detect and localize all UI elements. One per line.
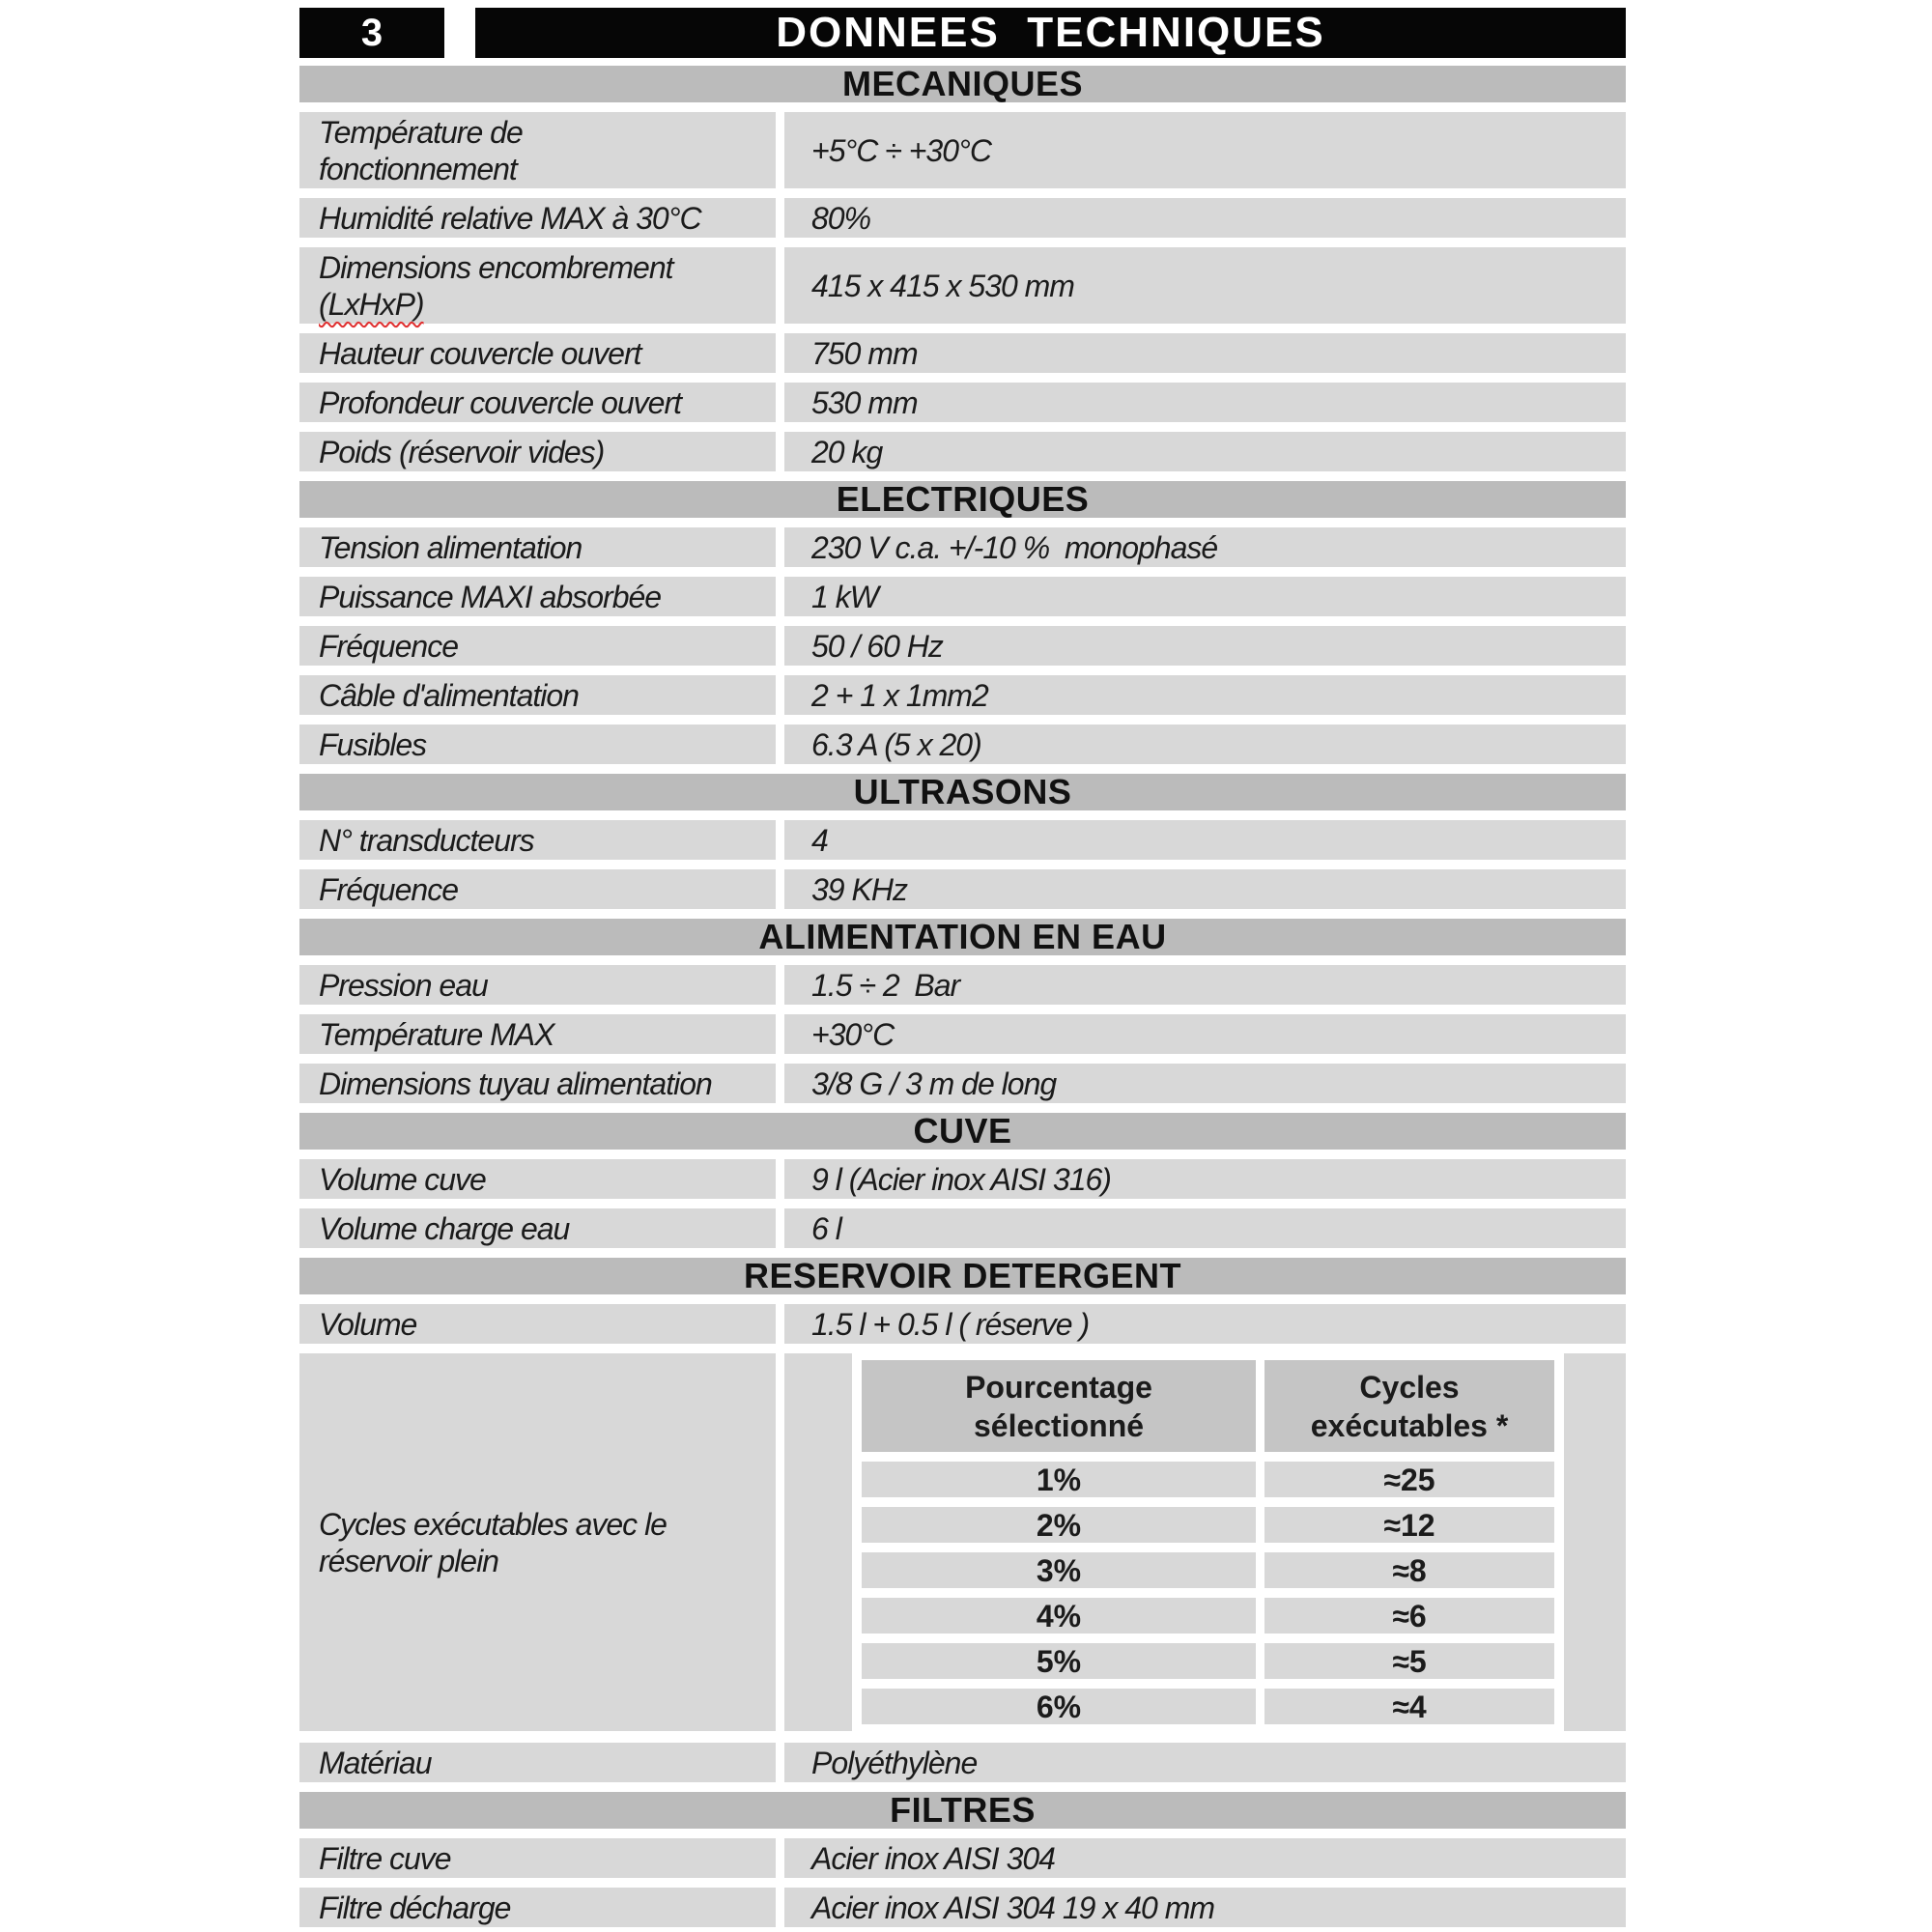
percent-cell: 2% (862, 1507, 1256, 1543)
row-label: Humidité relative MAX à 30°C (299, 198, 776, 238)
row-label: Hauteur couvercle ouvert (299, 333, 776, 373)
label-lines: Dimensions encombrement (LxHxP) (319, 249, 673, 322)
row-label (299, 1353, 776, 1731)
nested-table-row (862, 1689, 1554, 1724)
column-header-cycles: Cycles exécutables * (1264, 1360, 1554, 1452)
table-row (299, 724, 1626, 764)
section-header-cuve: CUVE (299, 1113, 1626, 1150)
nested-table-row (862, 1507, 1554, 1543)
table-row (299, 1208, 1626, 1248)
outer-cell-right-strip (1564, 1353, 1626, 1731)
row-label: Câble d'alimentation (299, 675, 776, 715)
row-value: 415 x 415 x 530 mm (784, 247, 1626, 324)
table-row (299, 965, 1626, 1005)
nested-table-row (862, 1643, 1554, 1679)
row-label (299, 112, 776, 188)
cycles-cell: ≈8 (1264, 1552, 1554, 1588)
row-value: Acier inox AISI 304 19 x 40 mm (784, 1888, 1626, 1927)
spellcheck-underline: (LxHxP) (319, 286, 424, 322)
row-label: Température MAX (299, 1014, 776, 1054)
row-value: +5°C ÷ +30°C (784, 112, 1626, 188)
row-value: 1.5 l + 0.5 l ( réserve ) (784, 1304, 1626, 1344)
nested-table-row (862, 1552, 1554, 1588)
chapter-title-row (299, 8, 1626, 58)
nested-header-row (862, 1360, 1554, 1452)
technical-data-table (299, 8, 1626, 1927)
row-label: Puissance MAXI absorbée (299, 577, 776, 616)
page-title-bar (475, 8, 1626, 58)
section-header-ultrasons: ULTRASONS (299, 774, 1626, 810)
table-row (299, 1304, 1626, 1344)
row-value: 1.5 ÷ 2 Bar (784, 965, 1626, 1005)
chapter-number-box (299, 8, 444, 58)
table-row (299, 1743, 1626, 1782)
row-label: Volume cuve (299, 1159, 776, 1199)
row-label: Poids (réservoir vides) (299, 432, 776, 471)
table-row (299, 1014, 1626, 1054)
row-value: Acier inox AISI 304 (784, 1838, 1626, 1878)
table-row (299, 527, 1626, 567)
table-row (299, 820, 1626, 860)
row-value: 6 l (784, 1208, 1626, 1248)
table-row (299, 383, 1626, 422)
cycles-cell: ≈12 (1264, 1507, 1554, 1543)
row-label: Pression eau (299, 965, 776, 1005)
table-row (299, 1159, 1626, 1199)
row-label: Filtre cuve (299, 1838, 776, 1878)
cycles-cell: ≈6 (1264, 1598, 1554, 1634)
row-value: 3/8 G / 3 m de long (784, 1064, 1626, 1103)
cycles-cell: ≈4 (1264, 1689, 1554, 1724)
table-row (299, 626, 1626, 666)
row-value: +30°C (784, 1014, 1626, 1054)
row-value: 230 V c.a. +/-10 % monophasé (784, 527, 1626, 567)
row-value: 39 KHz (784, 869, 1626, 909)
label-lines: Température de fonctionnement (319, 114, 523, 186)
table-row (299, 198, 1626, 238)
nested-table-area (784, 1353, 1626, 1731)
row-value: 20 kg (784, 432, 1626, 471)
row-label: Volume charge eau (299, 1208, 776, 1248)
row-value: 9 l (Acier inox AISI 316) (784, 1159, 1626, 1199)
nested-table-row (862, 1462, 1554, 1497)
percent-cell: 6% (862, 1689, 1256, 1724)
table-row (299, 247, 1626, 324)
row-value: 6.3 A (5 x 20) (784, 724, 1626, 764)
row-label: Filtre décharge (299, 1888, 776, 1927)
row-label: Dimensions tuyau alimentation (299, 1064, 776, 1103)
row-value: 50 / 60 Hz (784, 626, 1626, 666)
percent-cell: 4% (862, 1598, 1256, 1634)
outer-cell-left-strip (784, 1353, 852, 1731)
percent-cell: 1% (862, 1462, 1256, 1497)
chapter-number: 3 (360, 11, 384, 54)
table-row (299, 112, 1626, 188)
row-label: N° transducteurs (299, 820, 776, 860)
table-row (299, 1888, 1626, 1927)
row-value: 4 (784, 820, 1626, 860)
row-label: Fréquence (299, 626, 776, 666)
table-row (299, 432, 1626, 471)
table-row (299, 577, 1626, 616)
row-label: Profondeur couvercle ouvert (299, 383, 776, 422)
section-header-alimentation-en-eau: ALIMENTATION EN EAU (299, 919, 1626, 955)
row-value: Polyéthylène (784, 1743, 1626, 1782)
row-value: 80% (784, 198, 1626, 238)
cycles-executables-row (299, 1353, 1626, 1731)
nested-table-row (862, 1598, 1554, 1634)
percentage-cycles-table (862, 1353, 1554, 1731)
cycles-cell: ≈25 (1264, 1462, 1554, 1497)
row-label: Volume (299, 1304, 776, 1344)
table-row (299, 675, 1626, 715)
title-gap (444, 8, 475, 58)
row-value: 2 + 1 x 1mm2 (784, 675, 1626, 715)
column-header-pourcentage: Pourcentage sélectionné (862, 1360, 1256, 1452)
table-row (299, 1838, 1626, 1878)
row-label: Fréquence (299, 869, 776, 909)
cycles-cell: ≈5 (1264, 1643, 1554, 1679)
label-lines: Cycles exécutables avec le réservoir plein (319, 1506, 667, 1578)
section-header-filtres: FILTRES (299, 1792, 1626, 1829)
table-row (299, 1064, 1626, 1103)
row-label: Fusibles (299, 724, 776, 764)
page-title: DONNEES TECHNIQUES (776, 9, 1325, 56)
row-value: 1 kW (784, 577, 1626, 616)
section-header-electriques: ELECTRIQUES (299, 481, 1626, 518)
row-label: Matériau (299, 1743, 776, 1782)
row-value: 530 mm (784, 383, 1626, 422)
section-header-reservoir-detergent: RESERVOIR DETERGENT (299, 1258, 1626, 1294)
table-row (299, 333, 1626, 373)
row-label: Tension alimentation (299, 527, 776, 567)
section-header-mecaniques: MECANIQUES (299, 66, 1626, 102)
table-row (299, 869, 1626, 909)
row-value: 750 mm (784, 333, 1626, 373)
row-label (299, 247, 776, 324)
percent-cell: 5% (862, 1643, 1256, 1679)
percent-cell: 3% (862, 1552, 1256, 1588)
